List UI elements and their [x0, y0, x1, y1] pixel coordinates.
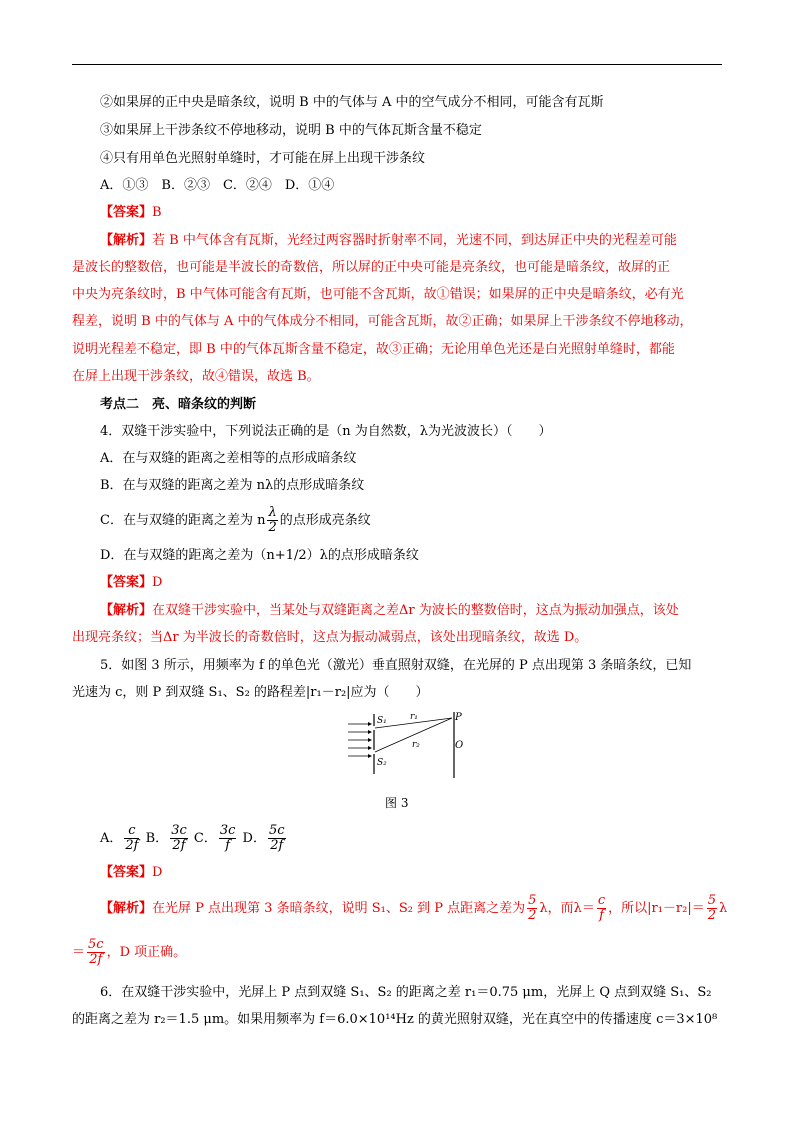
question-5-line2: 光速为 c，则 P 到双缝 S₁、S₂ 的路程差|r₁－r₂|应为（ ） — [72, 685, 429, 700]
figure-caption: 图 3 — [385, 796, 409, 810]
q4-option-a: A．在与双缝的距离之差相等的点形成暗条纹 — [100, 451, 357, 466]
question-6-line2: 的距离之差为 r₂＝1.5 μm。如果用频率为 f＝6.0×10¹⁴Hz 的黄光照射双缝，光在真空中的传播速度 c＝3×10⁸ — [72, 1012, 718, 1027]
q3-explanation-line6: 在屏上出现干涉条纹，故④错误，故选 B。 — [72, 369, 320, 384]
q5-explanation-line2: ＝ $\frac{5c}{2f}$ ，D 项正确。 — [72, 937, 187, 967]
answer-value: B — [152, 205, 162, 220]
header-rule — [72, 64, 722, 65]
q4-option-b: B．在与双缝的距离之差为 nλ的点形成暗条纹 — [100, 478, 365, 493]
section-heading: 考点二 亮、暗条纹的判断 — [100, 397, 257, 412]
q3-answer — [100, 204, 162, 222]
q5-options: A． $\frac{c}{2f}$ B． $\frac{3c}{2f}$ C． $\frac{3c}{f}$ D． $\frac{5c}{2f}$ — [100, 823, 285, 853]
question-6-line1: 6．在双缝干涉实验中，光屏上 P 点到双缝 S₁、S₂ 的距离之差 r₁＝0.75 μm，光屏上 Q 点到双缝 S₁、S₂ — [100, 985, 712, 1000]
double-slit-diagram — [348, 712, 468, 778]
q5-explanation-line1: 【解析】在光屏 P 点出现第 3 条暗条纹，说明 S₁、S₂ 到 P 点距离之差为 $\frac{5}{2}$ λ，而λ＝ $\frac{c}{f}$ ，所以|r₁－r₂|＝ $\frac{5}{2}$ λ — [100, 893, 728, 923]
q3-explanation-line3: 中央为亮条纹时，B 中气体可能含有瓦斯，也可能不含瓦斯，故①错误；如果屏的正中央是暗条纹，必有光 — [72, 287, 684, 302]
statement-4: ④只有用单色光照射单缝时，才可能在屏上出现干涉条纹 — [100, 151, 426, 166]
label-s1: S₁ — [377, 716, 387, 726]
label-o: O — [455, 740, 464, 751]
answer-tag: 【答案】 — [100, 205, 153, 220]
question-4: 4．双缝干涉实验中，下列说法正确的是（n 为自然数，λ为光波波长）（ ） — [100, 424, 552, 439]
q4-explanation-line2: 出现亮条纹；当Δr 为半波长的奇数倍时，这点为振动减弱点，该处出现暗条纹，故选 D。 — [72, 630, 588, 645]
question-5-line1: 5．如图 3 所示，用频率为 f 的单色光（激光）垂直照射双缝，在光屏的 P 点出现第 3 条暗条纹，已知 — [100, 658, 692, 673]
q3-options: A．①③ B．②③ C．②④ D．①④ — [100, 178, 335, 193]
q5-answer: 【答案】D — [100, 865, 163, 880]
q3-explanation-line2: 是波长的整数倍，也可能是半波长的奇数倍，所以屏的正中央可能是亮条纹，也可能是暗条纹，故屏的正 — [72, 260, 671, 275]
q4-option-c: C．在与双缝的距离之差为 n $\frac{\lambda}{2}$ 的点形成亮条纹 — [100, 505, 371, 535]
label-p: P — [455, 712, 462, 723]
q3-explanation-line1: 【解析】若 B 中气体含有瓦斯，光经过两容器时折射率不同，光速不同，到达屏正中央的光程差可能 — [100, 233, 677, 248]
statement-3: ③如果屏上干涉条纹不停地移动，说明 B 中的气体瓦斯含量不稳定 — [100, 123, 482, 138]
q4-option-d: D．在与双缝的距离之差为（n+1/2）λ的点形成暗条纹 — [100, 548, 419, 563]
explanation-tag: 【解析】 — [100, 233, 153, 248]
fraction: $\frac{\lambda}{2}$ — [268, 505, 277, 535]
q4-answer: 【答案】D — [100, 575, 163, 590]
q3-explanation-line4: 程差，说明 B 中的气体与 A 中的气体成分不相同，可能含瓦斯，故②正确；如果屏上干涉条纹不停地移动， — [72, 314, 693, 329]
statement-2: ②如果屏的正中央是暗条纹，说明 B 中的气体与 A 中的空气成分不相同，可能含有瓦斯 — [100, 95, 604, 110]
label-s2: S₂ — [377, 758, 387, 768]
label-r1: r₁ — [410, 712, 418, 722]
q4-explanation-line1: 【解析】在双缝干涉实验中，当某处与双缝距离之差Δr 为波长的整数倍时，这点为振动加强点，该处 — [100, 603, 679, 618]
label-r2: r₂ — [412, 740, 420, 750]
q3-explanation-line5: 说明光程差不稳定，即 B 中的气体瓦斯含量不稳定，故③正确；无论用单色光还是白光照射单缝时，都能 — [72, 342, 675, 357]
